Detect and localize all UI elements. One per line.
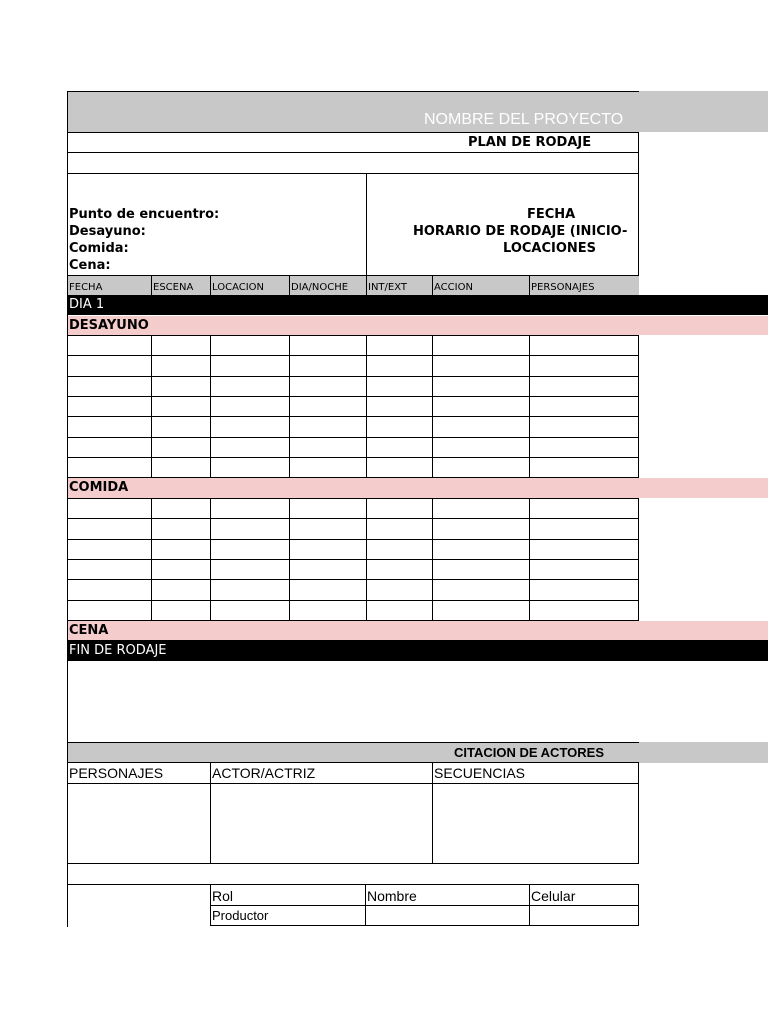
end-of-shoot-bar: [67, 640, 768, 661]
col-personajes: PERSONAJES: [531, 282, 595, 293]
day-1-label: DIA 1: [69, 297, 105, 312]
project-header-bar: [68, 91, 768, 132]
col-fecha: FECHA: [69, 282, 103, 293]
col-escena: ESCENA: [153, 282, 194, 293]
crew-col-phone: Celular: [531, 888, 576, 904]
meeting-point-label: Punto de encuentro:: [69, 207, 220, 222]
plan-title: PLAN DE RODAJE: [468, 135, 592, 150]
dinner-label: Cena:: [69, 258, 111, 273]
col-accion: ACCION: [434, 282, 473, 293]
actors-col-actor: ACTOR/ACTRIZ: [212, 765, 316, 781]
breakfast-label: Desayuno:: [69, 224, 146, 239]
schedule-label: HORARIO DE RODAJE (INICIO-: [413, 224, 628, 239]
date-label: FECHA: [527, 207, 576, 222]
col-int-ext: INT/EXT: [368, 282, 408, 293]
crew-row-producer: Productor: [212, 908, 269, 923]
actors-col-sequences: SECUENCIAS: [434, 765, 526, 781]
actors-header-bar: [68, 742, 768, 763]
lunch-label: Comida:: [69, 241, 129, 256]
col-dia-noche: DIA/NOCHE: [291, 282, 349, 293]
col-locacion: LOCACION: [212, 282, 265, 293]
lunch-section-label: COMIDA: [69, 480, 129, 495]
lunch-section-bar: [68, 478, 768, 498]
project-name: NOMBRE DEL PROYECTO: [424, 111, 624, 128]
locations-label: LOCACIONES: [503, 241, 597, 256]
crew-col-name: Nombre: [367, 888, 417, 904]
dinner-section-label: CENA: [69, 623, 109, 638]
crew-col-role: Rol: [212, 888, 234, 904]
actors-title: CITACION DE ACTORES: [454, 745, 604, 760]
dinner-section-bar: [68, 621, 768, 640]
actors-col-characters: PERSONAJES: [69, 765, 164, 781]
end-of-shoot-label: FIN DE RODAJE: [69, 643, 167, 658]
breakfast-section-label: DESAYUNO: [69, 318, 149, 333]
day-1-bar: [67, 295, 768, 315]
breakfast-section-bar: [68, 316, 768, 335]
